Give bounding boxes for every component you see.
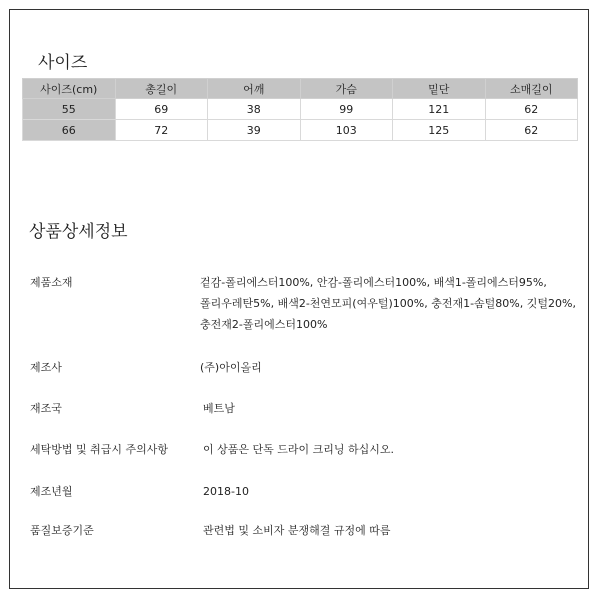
detail-label: 품질보증기준: [30, 524, 94, 537]
detail-value: [203, 481, 583, 502]
table-cell: 103: [300, 120, 393, 141]
header-chest: 가슴: [300, 79, 393, 99]
detail-value-line: 베트남: [203, 402, 235, 415]
detail-section-title: 상품상세정보: [29, 222, 128, 242]
detail-label: 제조년월: [30, 485, 73, 498]
table-cell: 38: [208, 99, 301, 120]
table-cell: 39: [208, 120, 301, 141]
table-cell: 69: [115, 99, 208, 120]
detail-value-line: (주)아이올리: [200, 361, 262, 374]
size-table: [22, 78, 578, 141]
size-section-title: 사이즈: [38, 53, 88, 73]
detail-value-line: 2018-10: [203, 485, 249, 498]
detail-value: [203, 520, 583, 541]
detail-value: [200, 357, 580, 378]
size-cell: 55: [23, 99, 116, 120]
detail-value-line: 겉감-폴리에스터100%, 안감-폴리에스터100%, 배색1-폴리에스터95%,: [200, 276, 547, 289]
table-row: [23, 99, 578, 120]
table-cell: 121: [393, 99, 486, 120]
table-cell: 99: [300, 99, 393, 120]
table-cell: 62: [485, 120, 578, 141]
table-cell: 72: [115, 120, 208, 141]
header-shoulder: 어깨: [208, 79, 301, 99]
detail-value: [200, 272, 580, 335]
detail-value-line: 이 상품은 단독 드라이 크리닝 하십시오.: [203, 443, 394, 456]
header-hem: 밑단: [393, 79, 486, 99]
detail-label: 제조사: [30, 361, 62, 374]
table-row: [23, 120, 578, 141]
detail-value-line: 충전재2-폴리에스터100%: [200, 318, 328, 331]
detail-label: 세탁방법 및 취급시 주의사항: [30, 443, 169, 456]
table-cell: 62: [485, 99, 578, 120]
size-cell: 66: [23, 120, 116, 141]
detail-label: 재조국: [30, 402, 62, 415]
header-total-length: 총길이: [115, 79, 208, 99]
table-cell: 125: [393, 120, 486, 141]
detail-value: [203, 398, 583, 419]
size-table-header-row: [23, 79, 578, 99]
header-size: 사이즈(cm): [23, 79, 116, 99]
detail-label: 제품소재: [30, 276, 73, 289]
detail-value: [203, 439, 583, 460]
detail-value-line: 폴리우레탄5%, 배색2-천연모피(여우털)100%, 충전재1-솜털80%, 깃털20%,: [200, 297, 576, 310]
detail-value-line: 관련법 및 소비자 분쟁해결 규정에 따름: [203, 524, 391, 537]
header-sleeve-length: 소매길이: [485, 79, 578, 99]
